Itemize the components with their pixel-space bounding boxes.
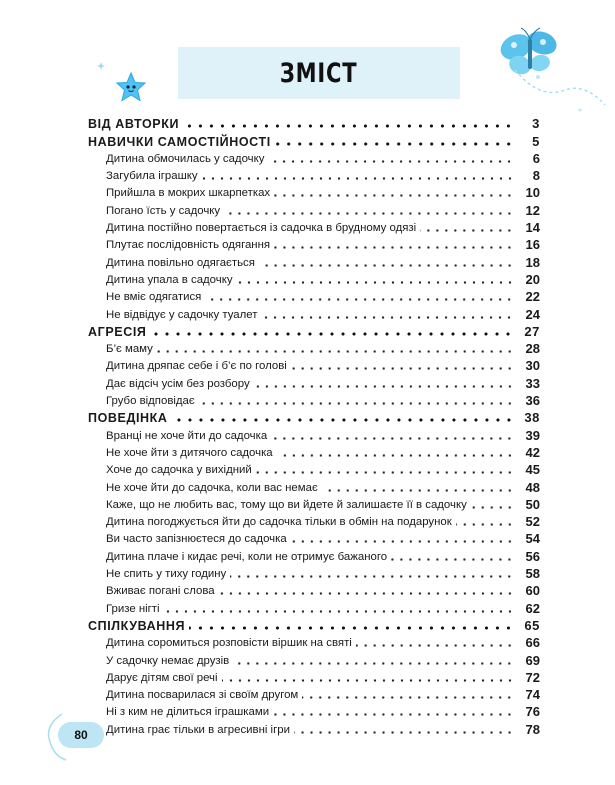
toc-entry-title: Дитина повільно одягається [106,256,255,269]
dot-leader [273,713,514,716]
toc-entry-row[interactable] [88,529,540,546]
toc-section-row[interactable] [88,408,540,425]
toc-entry-row[interactable] [88,443,540,460]
dot-leader [291,540,514,543]
dot-leader [302,696,514,699]
toc-entry-title: Гризе нігті [106,602,160,615]
toc-entry-title: Погано їсть у садочку [106,204,221,217]
dot-leader [291,367,514,370]
toc-entry-row[interactable] [88,460,540,477]
toc-entry-title: Дитина упала в садочку [106,273,233,286]
toc-entry-row[interactable] [88,270,540,287]
toc-page-number: 30 [525,358,540,374]
dot-leader [456,523,514,526]
toc-page-number: 60 [525,583,540,599]
toc-entry-title: ВІД АВТОРКИ [88,117,180,132]
dot-leader [259,264,514,267]
toc-page-number: 76 [525,704,540,720]
toc-page-number: 12 [525,202,540,218]
toc-page-number: 16 [525,237,540,253]
toc-entry-row[interactable] [88,495,540,512]
toc-entry-title: АГРЕСІЯ [88,324,147,339]
toc-page-number: 50 [525,496,540,512]
toc-entry-title: Плутає послідовність одягання [106,239,271,252]
toc-page-number: 20 [525,271,540,287]
toc-entry-title: Дитина погоджується йти до садочка тільки в обмін на подарунок [106,516,452,529]
page-number-badge [58,722,104,748]
toc-entry-title: Дитина плаче і кидає речі, коли не отримує бажаного [106,550,388,563]
dot-leader [274,246,514,249]
toc-entry-title: Каже, що не любить вас, тому що ви йдете й залишаєте її в садочку [106,498,467,511]
dot-leader [205,298,514,301]
toc-entry-title: Загубила іграшку [106,170,198,183]
toc-entry-row[interactable] [88,200,540,217]
toc-entry-title: Не хоче йти до садочка, коли вас немає [106,481,318,494]
toc-entry-title: НАВИЧКИ САМОСТІЙНОСТІ [88,134,271,149]
sparkle-icon [97,62,105,70]
toc-entry-title: Вживає погані слова [106,585,215,598]
dot-leader [157,350,514,353]
toc-entry-title: Вранці не хоче йти до садочка [106,429,268,442]
toc-entry-title: Дає відсіч усім без розбору [106,377,250,390]
dot-leader [224,212,514,215]
toc-entry-row[interactable] [88,166,540,183]
toc-page-number: 52 [525,514,540,530]
toc-entry-row[interactable] [88,668,540,685]
toc-section-row[interactable] [88,114,540,131]
toc-entry-row[interactable] [88,581,540,598]
dot-leader [294,731,514,734]
toc-entry-title: Ні з ким не ділиться іграшками [106,706,270,719]
toc-entry-row[interactable] [88,183,540,200]
dot-leader [164,610,514,613]
dot-leader [189,626,514,630]
toc-entry-row[interactable] [88,235,540,252]
dot-leader [183,124,514,128]
toc-page-number: 45 [525,462,540,478]
toc-entry-title: Прийшла в мокрих шкарпетках [106,187,271,200]
toc-entry-row[interactable] [88,702,540,719]
toc-page-number: 65 [524,617,540,633]
toc-page-number: 10 [525,185,540,201]
toc-entry-row[interactable] [88,685,540,702]
toc-entry-title: Не вміє одягатися [106,291,202,304]
toc-page-number: 62 [525,600,540,616]
toc-page-number: 24 [525,306,540,322]
toc-page-number: 48 [525,479,540,495]
toc-entry-row[interactable] [88,356,540,373]
dot-leader [274,194,514,197]
dot-leader [471,506,514,509]
dot-leader [237,281,514,284]
toc-page-number: 5 [532,133,540,149]
title-banner [178,47,460,99]
toc-entry-row[interactable] [88,512,540,529]
toc-entry-title: Дарує дітям свої речі [106,671,218,684]
toc-section-row[interactable] [88,322,540,339]
toc-entry-title: Дитина посварилася зі своїм другом [106,689,299,702]
page-number: 80 [74,728,88,742]
toc-page-number: 6 [532,150,540,166]
dot-leader [268,160,514,163]
toc-entry-row[interactable] [88,339,540,356]
dot-leader [233,662,514,665]
toc-page-number: 74 [525,687,540,703]
toc-entry-title: У садочку немає друзів [106,654,230,667]
table-of-contents [88,114,540,737]
toc-page-number: 18 [525,254,540,270]
toc-entry-row[interactable] [88,546,540,563]
dot-leader [230,575,514,578]
toc-entry-title: Не спить у тиху годину [106,568,227,581]
toc-page-number: 28 [525,341,540,357]
dot-leader [256,471,514,474]
toc-page-number: 56 [525,548,540,564]
toc-entry-row[interactable] [88,373,540,390]
dot-leader [254,385,514,388]
dot-leader [219,592,514,595]
toc-page-number: 42 [525,444,540,460]
toc-entry-title: Дитина соромиться розповісти віршик на святі [106,637,352,650]
page-title: ЗМІСТ [280,57,358,89]
toc-page-number: 27 [524,323,540,339]
toc-entry-row[interactable] [88,477,540,494]
dot-leader [271,437,514,440]
toc-page-number: 14 [525,220,540,236]
toc-page-number: 8 [532,168,540,184]
toc-entry-title: Дитина грає тільки в агресивні ігри [106,723,290,736]
toc-entry-title: Дитина обмочилась у садочку [106,152,265,165]
toc-page-number: 38 [524,410,540,426]
toc-entry-row[interactable] [88,304,540,321]
toc-page-number: 3 [532,116,540,132]
toc-section-row[interactable] [88,616,540,633]
toc-page-number: 72 [525,669,540,685]
star-icon [116,72,146,102]
toc-entry-title: СПІЛКУВАННЯ [88,618,186,633]
toc-entry-row[interactable] [88,650,540,667]
toc-page-number: 33 [525,375,540,391]
dot-leader [222,679,514,682]
toc-page-number: 69 [525,652,540,668]
dot-leader [277,454,514,457]
dot-leader [261,316,514,319]
toc-entry-title: Не хоче йти з дитячого садочка [106,446,273,459]
dot-leader [420,229,514,232]
toc-page-number: 66 [525,635,540,651]
toc-entry-row[interactable] [88,218,540,235]
toc-entry-title: Не відвідує у садочку туалет [106,308,258,321]
toc-entry-row[interactable] [88,633,540,650]
toc-entry-row[interactable] [88,149,540,166]
dot-leader [322,489,514,492]
toc-entry-row[interactable] [88,598,540,615]
toc-page-number: 58 [525,566,540,582]
toc-entry-row[interactable] [88,425,540,442]
toc-page-number: 36 [525,393,540,409]
toc-page-number: 39 [525,427,540,443]
toc-entry-title: Дитина постійно повертається із садочка в брудному одязі [106,222,417,235]
toc-entry-title: Грубо відповідає [106,395,195,408]
toc-entry-row[interactable] [88,391,540,408]
dot-leader [275,142,514,146]
toc-entry-title: Дитина дряпає себе і б’є по голові [106,360,287,373]
dot-leader [172,418,514,422]
toc-page-number: 54 [525,531,540,547]
toc-entry-title: Хоче до садочка у вихідний [106,464,252,477]
dot-leader [356,644,514,647]
toc-entry-title: Ви часто запізнюєтеся до садочка [106,533,287,546]
toc-entry-row[interactable] [88,564,540,581]
dot-leader [202,177,514,180]
dot-leader [391,558,514,561]
toc-entry-row[interactable] [88,719,540,736]
toc-page-number: 22 [525,289,540,305]
toc-entry-title: Б’є маму [106,343,153,356]
toc-entry-row[interactable] [88,252,540,269]
dot-leader [150,332,514,336]
toc-entry-row[interactable] [88,287,540,304]
toc-entry-title: ПОВЕДІНКА [88,411,168,426]
toc-section-row[interactable] [88,131,540,148]
dot-leader [199,402,514,405]
toc-page-number: 78 [525,721,540,737]
